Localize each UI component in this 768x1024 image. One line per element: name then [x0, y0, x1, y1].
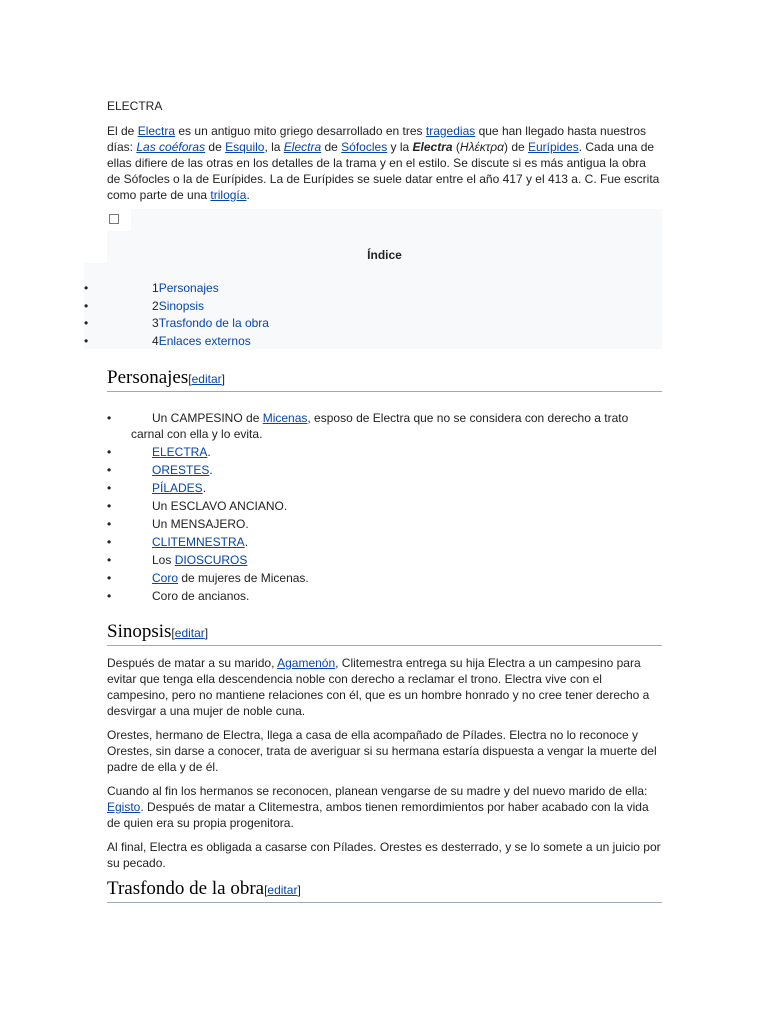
list-item — [107, 498, 662, 514]
link-orestes[interactable]: ORESTES — [152, 463, 210, 477]
bullet: • — [84, 281, 89, 295]
item-text: Un ESCLAVO ANCIANO. — [152, 499, 288, 513]
bullet: • — [107, 499, 112, 513]
bullet: • — [84, 316, 89, 330]
link-micenas[interactable]: Micenas — [262, 411, 308, 425]
link-pilades[interactable]: PÍLADES — [152, 481, 203, 495]
link-euripides[interactable]: Eurípides — [528, 140, 579, 154]
para-text: Cuando al fin los hermanos se reconocen, planean vengarse de su madre y del nuevo marido de ella: — [107, 784, 648, 798]
list-item — [107, 534, 662, 550]
section-heading — [107, 620, 662, 646]
heading-text: Trasfondo de la obra — [107, 878, 265, 899]
toc-toggle-checkbox[interactable] — [109, 214, 119, 224]
item-text: Un CAMPESINO de — [152, 411, 263, 425]
list-item — [107, 444, 662, 460]
link-coro[interactable]: Coro — [152, 571, 179, 585]
sinopsis-paragraph — [107, 783, 662, 831]
bullet: • — [84, 333, 89, 348]
bullet: • — [107, 589, 112, 603]
para-text: Después de matar a su marido, — [107, 656, 278, 670]
intro-text: . — [246, 188, 250, 202]
toc-list — [84, 263, 662, 349]
intro-text: . Cada una de ellas difiere de las otras en los detalles de la trama y en el estilo. Se discute si es más antigua la obra de Sófocles o la de Eurípides. La de Eurípides se suele datar entre el año 417 y el 413 a. C. Fue escrita como parte de una — [107, 140, 660, 202]
intro-text: ( — [452, 140, 460, 154]
electra-bold: Electra — [412, 140, 453, 154]
link-esquilo[interactable]: Esquilo — [225, 140, 265, 154]
bullet: • — [107, 553, 112, 567]
toc-link[interactable]: Sinopsis — [158, 298, 205, 313]
link-electra[interactable]: Electra — [137, 124, 176, 138]
intro-text: ) de — [503, 140, 528, 154]
section-personajes — [107, 366, 662, 606]
para-text: , Clitemestra entrega su hija Electra a un campesino para evitar que tenga ella descendencia noble con derecho a reclamar el trono. Electra vive con el campesino, pero no mantiene relaciones con él, que es un hombre honrado y no cree tener derecho a desvirgar a una mujer de noble cuna. — [107, 656, 650, 718]
bullet: • — [84, 298, 89, 313]
link-sofocles[interactable]: Sófocles — [341, 140, 388, 154]
toc-number: 3 — [152, 316, 159, 330]
para-text: . Después de matar a Clitemestra, ambos tienen remordimientos por haber acabado con la vida de quien era su propia progenitora. — [107, 800, 649, 830]
greek-title: Ηλέκτρα — [459, 140, 504, 154]
toc-item-personajes[interactable] — [84, 280, 662, 297]
link-egisto[interactable]: Egisto — [107, 800, 141, 814]
document-body — [107, 98, 662, 211]
link-clitemnestra[interactable]: CLITEMNESTRA — [152, 535, 245, 549]
section-sinopsis — [107, 620, 662, 879]
list-item — [107, 410, 662, 442]
item-text: . — [244, 535, 249, 549]
link-electra-sofocles[interactable]: Electra — [283, 140, 322, 154]
section-trasfondo — [107, 877, 662, 903]
intro-text: , la — [264, 140, 284, 154]
edit-link-group: [editar] — [171, 626, 209, 640]
toc-number: 4 — [152, 333, 159, 348]
link-tragedias[interactable]: tragedias — [425, 124, 476, 138]
heading-text: Personajes — [107, 367, 189, 388]
edit-link[interactable]: editar — [267, 883, 298, 897]
item-text: Coro de ancianos. — [152, 589, 250, 603]
bullet: • — [107, 535, 112, 549]
toc-title: Índice — [367, 248, 402, 262]
table-of-contents — [84, 209, 662, 349]
intro-text: es un antiguo mito griego desarrollado en tres — [175, 124, 426, 138]
intro-paragraph — [107, 123, 662, 203]
bullet: • — [107, 571, 112, 585]
link-agamenon[interactable]: Agamenón — [277, 656, 336, 670]
sinopsis-paragraph — [107, 655, 662, 719]
bullet: • — [107, 481, 112, 495]
intro-text: y la — [387, 140, 413, 154]
bullet: • — [107, 411, 112, 425]
edit-link[interactable]: editar — [174, 626, 205, 640]
item-text: Los — [152, 553, 175, 567]
list-item — [107, 552, 662, 568]
bullet: • — [107, 463, 112, 477]
item-text: . — [202, 481, 207, 495]
intro-text: de — [205, 140, 226, 154]
item-text: . — [209, 463, 213, 477]
sinopsis-paragraph: Orestes, hermano de Electra, llega a casa de ella acompañado de Pílades. Electra no lo reconoce y Orestes, sin darse a conocer, trata de averiguar si su hermana estaría dispuesta a vengar la muerte del padre de ella y de él. — [107, 728, 657, 774]
toc-number: 1 — [152, 281, 159, 295]
list-item — [107, 480, 662, 496]
intro-text: El de — [107, 124, 138, 138]
heading-text: Sinopsis — [107, 621, 172, 642]
edit-link-group: [editar] — [188, 372, 225, 386]
intro-text: de — [321, 140, 342, 154]
intro-text: que han llegado hasta nuestros días: — [107, 124, 647, 154]
toc-link[interactable]: Personajes — [158, 281, 219, 295]
item-text: de mujeres de Micenas. — [178, 571, 309, 585]
toc-item-trasfondo[interactable] — [84, 315, 662, 332]
link-las-coeforas[interactable]: Las coéforas — [136, 140, 206, 154]
link-trilogia[interactable]: trilogía — [210, 188, 247, 202]
bullet: • — [107, 517, 112, 531]
document-title: ELECTRA — [107, 99, 163, 113]
item-text: , esposo de Electra que no se considera con derecho a trato carnal con ella y lo evita. — [131, 411, 629, 441]
sinopsis-paragraph: Al final, Electra es obligada a casarse con Pílades. Orestes es desterrado, y se lo somete a un juicio por su pecado. — [107, 840, 661, 870]
toc-header — [107, 209, 662, 263]
toc-link[interactable]: Trasfondo de la obra — [158, 316, 269, 330]
list-item — [107, 570, 662, 586]
toc-number: 2 — [152, 298, 159, 313]
item-text: Un MENSAJERO. — [152, 517, 249, 531]
section-heading — [107, 366, 662, 392]
character-list — [107, 410, 662, 604]
item-text: . — [207, 445, 211, 459]
toc-item-sinopsis[interactable] — [84, 298, 662, 315]
link-dioscuros[interactable]: DIOSCUROS — [174, 553, 248, 567]
list-item — [107, 516, 662, 532]
list-item — [107, 588, 662, 604]
toc-toggle-cell — [107, 209, 131, 231]
edit-link-group: [editar] — [264, 883, 301, 897]
link-electra-char[interactable]: ELECTRA — [152, 445, 208, 459]
bullet: • — [107, 445, 112, 459]
list-item — [107, 462, 662, 478]
edit-link[interactable]: editar — [191, 372, 222, 386]
toc-item-enlaces[interactable] — [84, 333, 662, 350]
toc-link[interactable]: Enlaces externos — [158, 333, 251, 348]
section-heading — [107, 877, 662, 903]
